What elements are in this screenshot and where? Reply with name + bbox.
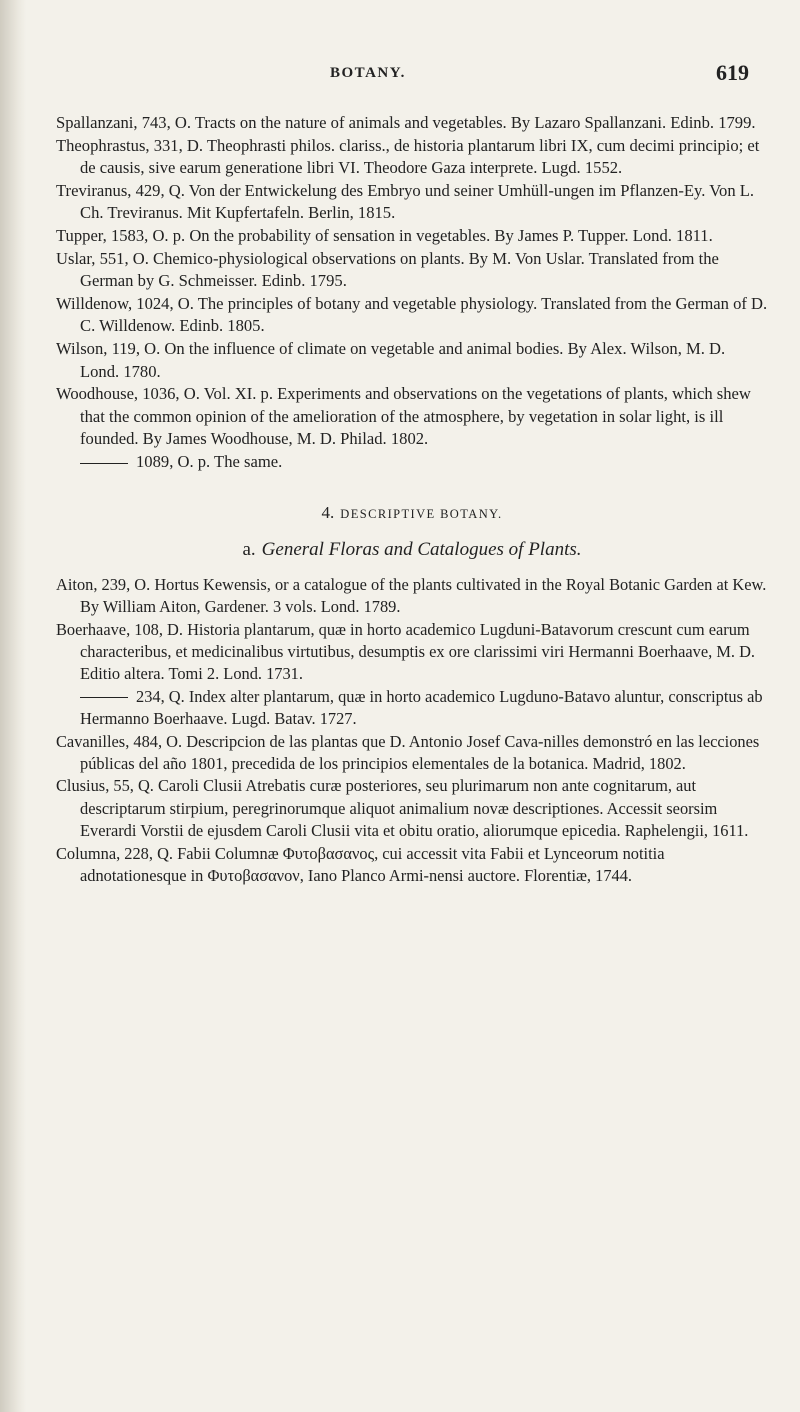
bib-entry-theophrastus: Theophrastus, 331, D. Theophrasti philos. clariss., de historia plantarum libri IX, cum decimi principio; et de causis, sive earum generatione libri VI. Theodore Gaza interprete. Lugd. 1552. [56,135,760,178]
bib-entry-woodhouse: Woodhouse, 1036, O. Vol. XI. p. Experiments and observations on the vegetations of plants, which shew that the common opinion of the amelioration of the atmosphere, by vegetation in solar light, is ill founded. By James Woodhouse, M. D. Philad. 1802. [56,384,751,449]
bib-entry-aiton: Aiton, 239, O. Hortus Kewensis, or a catalogue of the plants cultivated in the Royal Botanic Garden at Kew. By William Aiton, Gardener. 3 vols. Lond. 1789. [56,574,767,617]
bibliography-text [56,112,768,887]
page-number: 619 [716,60,749,85]
bib-entry-tupper: Tupper, 1583, O. p. On the probability of sensation in vegetables. By James P. Tupper. Lond. 1811. [56,225,713,245]
bib-entry-treviranus: Treviranus, 429, Q. Von der Entwickelung des Embryo und seiner Umhüll-ungen im Pflanzen-Ey. Von L. Ch. Treviranus. Mit Kupfertafeln. Berlin, 1815. [56,180,755,223]
page-header [0,60,800,90]
ditto-dash [80,463,128,464]
bib-entry-cavanilles: Cavanilles, 484, O. Descripcion de las plantas que D. Antonio Josef Cava-nilles demonstró en las lecciones públicas del año 1801, precedida de los principios elementales de la botanica. Madrid, 1802. [56,731,760,773]
section-title: DESCRIPTIVE BOTANY. [340,506,503,521]
bibliography-section-a [56,574,768,888]
bib-entry-boerhaave-index [56,686,768,731]
subsection-heading-general-floras [56,539,768,562]
bib-entry-uslar: Uslar, 551, O. Chemico-physiological observations on plants. By M. Von Uslar. Translated from the German by G. Schmeisser. Edinb. 1795. [56,248,719,291]
section-number: 4. [321,502,335,522]
ditto-dash [80,697,128,698]
running-head: BOTANY. [330,65,406,81]
subsection-title: General Floras and Catalogues of Plants. [261,539,582,561]
bib-entry-text: 1089, O. p. The same. [136,451,283,471]
bib-entry-spallanzani: Spallanzani, 743, O. Tracts on the nature of animals and vegetables. By Lazaro Spallanzani. Edinb. 1799. [56,113,756,132]
subsection-label: a. [242,539,256,561]
page-gutter-shadow [0,0,26,1412]
bib-entry-wilson: Wilson, 119, O. On the influence of climate on vegetable and animal bodies. By Alex. Wilson, M. D. Lond. 1780. [56,338,726,381]
bib-entry-columna: Columna, 228, Q. Fabii Columnæ Φυτοβασανος, cui accessit vita Fabii et Lynceorum notitia adnotationesque in Φυτοβασανον, Iano Planco Armi-nensi auctore. Florentiæ, 1744. [56,843,665,885]
bib-entry-text: 234, Q. Index alter plantarum, quæ in horto academico Lugduno-Batavo aluntur, conscriptus ab Hermanno Boerhaave. Lugd. Batav. 1727. [80,686,763,729]
bib-entry-boerhaave: Boerhaave, 108, D. Historia plantarum, quæ in horto academico Lugduni-Batavorum crescunt cum earum characteribus, et medicinalibus virtutibus, desumptis ex ore clarissimi viri Hermanni Boerhaave, M. D. Editio altera. Tomi 2. Lond. 1731. [56,619,756,684]
bib-entry-woodhouse-same [56,451,768,474]
bib-entry-willdenow: Willdenow, 1024, O. The principles of botany and vegetable physiology. Translated from the German of D. C. Willdenow. Edinb. 1805. [56,293,768,336]
bib-entry-clusius: Clusius, 55, Q. Caroli Clusii Atrebatis curæ posteriores, seu plurimarum non ante cognitarum, aut descriptarum stirpium, peregrinorumque aliquot animalium novæ descriptiones. Accessit seorsim Everardi Vorstii de ejusdem Caroli Clusii vita et obitu oratio, aliorumque epicedia. Raphelengii, 1611. [56,776,749,841]
section-heading-descriptive-botany [56,502,768,526]
